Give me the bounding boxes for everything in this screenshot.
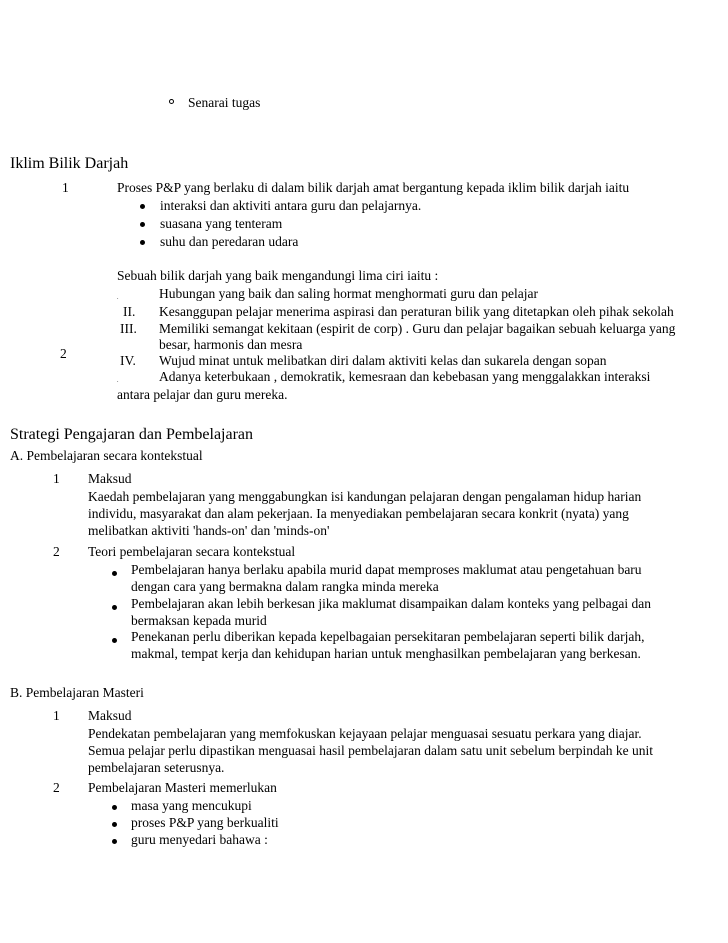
body-line: individu, masyarakat dan alam pekerjaan. Ia menyediakan pembelajaran secara konkrit (nyata) yang [88,506,629,521]
list-item: suhu dan peredaran udara [160,234,299,249]
circle-bullet-icon [169,99,174,104]
roman-numeral: . [117,295,119,301]
row-number-1: 1 [62,180,69,195]
bullet-icon [140,222,145,227]
roman-item-text: Kesanggupan pelajar menerima aspirasi dan peraturan bilik yang ditetapkan oleh pihak sekolah [159,304,674,319]
row-number-1: 1 [53,708,60,723]
body-line: melibatkan aktiviti 'hands-on' dan 'minds-on' [88,523,330,538]
paragraph-tail: antara pelajar dan guru mereka. [117,387,288,402]
bullet-icon [112,822,117,827]
roman-item-text: Wujud minat untuk melibatkan diri dalam aktiviti kelas dan sukarela dengan sopan [159,353,607,368]
body-line: Pendekatan pembelajaran yang memfokuskan kejayaan pelajar menguasai sesuatu perkara yang diajar. [88,726,642,741]
bullet-icon [140,204,145,209]
bullet-line: proses P&P yang berkualiti [131,815,279,830]
roman-item-text: Adanya keterbukaan , demokratik, kemesraan dan kebebasan yang menggalakkan interaksi [159,369,651,384]
bullet-line: bermaksan kepada murid [131,613,267,628]
bullet-line: makmal, tempat kerja dan kehidupan harian untuk menghasilkan pembelajaran yang berkesan. [131,646,641,661]
roman-numeral: III. [120,321,137,336]
bullet-icon [112,805,117,810]
item-heading: Teori pembelajaran secara kontekstual [88,544,296,559]
bullet-line: Penekanan perlu diberikan kepada kepelbagaian persekitaran pembelajaran seperti bilik darjah, [131,629,645,644]
body-line: Kaedah pembelajaran yang menggabungkan isi kandungan pelajaran dengan pengalaman hidup harian [88,489,642,504]
row-number-2: 2 [53,780,60,795]
roman-numeral: . [117,378,119,384]
bullet-icon [140,240,145,245]
bullet-icon [112,571,117,576]
bullet-line: dengan cara yang bermakna dalam rangka minda mereka [131,579,439,594]
roman-item-text: Memiliki semangat kekitaan (espirit de corp) . Guru dan pelajar bagaikan sebuah keluarga yang [159,321,676,336]
item-heading: Maksud [88,471,132,486]
bullet-icon [112,638,117,643]
roman-item-text: besar, harmonis dan mesra [159,337,303,352]
section-title-strategi: Strategi Pengajaran dan Pembelajaran [10,426,254,443]
item-heading: Maksud [88,708,132,723]
list-item: interaksi dan aktiviti antara guru dan pelajarnya. [160,198,422,213]
roman-item-text: Hubungan yang baik dan saling hormat menghormati guru dan pelajar [159,286,539,301]
roman-numeral: II. [123,304,136,319]
row-number-2: 2 [53,544,60,559]
bullet-line: Pembelajaran akan lebih berkesan jika maklumat disampaikan dalam konteks yang pelbagai dan [131,596,651,611]
intro-text: Proses P&P yang berlaku di dalam bilik darjah amat bergantung kepada iklim bilik darjah iaitu [117,180,630,195]
paragraph: Sebuah bilik darjah yang baik mengandungi lima ciri iaitu : [117,268,439,283]
roman-numeral: IV. [120,353,136,368]
bullet-icon [112,605,117,610]
bullet-icon [112,839,117,844]
body-line: Semua pelajar perlu dipastikan menguasai hasil pembelajaran dalam satu unit sebelum berpindah ke unit [88,743,653,758]
section-title-iklim: Iklim Bilik Darjah [10,155,129,172]
subsection-title-a: A. Pembelajaran secara kontekstual [10,448,203,463]
subsection-title-b: B. Pembelajaran Masteri [10,685,144,700]
bullet-line: masa yang mencukupi [131,798,252,813]
bullet-line: Pembelajaran hanya berlaku apabila murid dapat memproses maklumat atau pengetahuan baru [131,562,642,577]
body-line: pembelajaran seterusnya. [88,760,225,775]
item-heading: Pembelajaran Masteri memerlukan [88,780,277,795]
bullet-line: guru menyedari bahawa : [131,832,268,847]
row-number-2: 2 [60,346,67,361]
list-item: suasana yang tenteram [160,216,283,231]
row-number-1: 1 [53,471,60,486]
top-list-item: Senarai tugas [188,95,261,110]
